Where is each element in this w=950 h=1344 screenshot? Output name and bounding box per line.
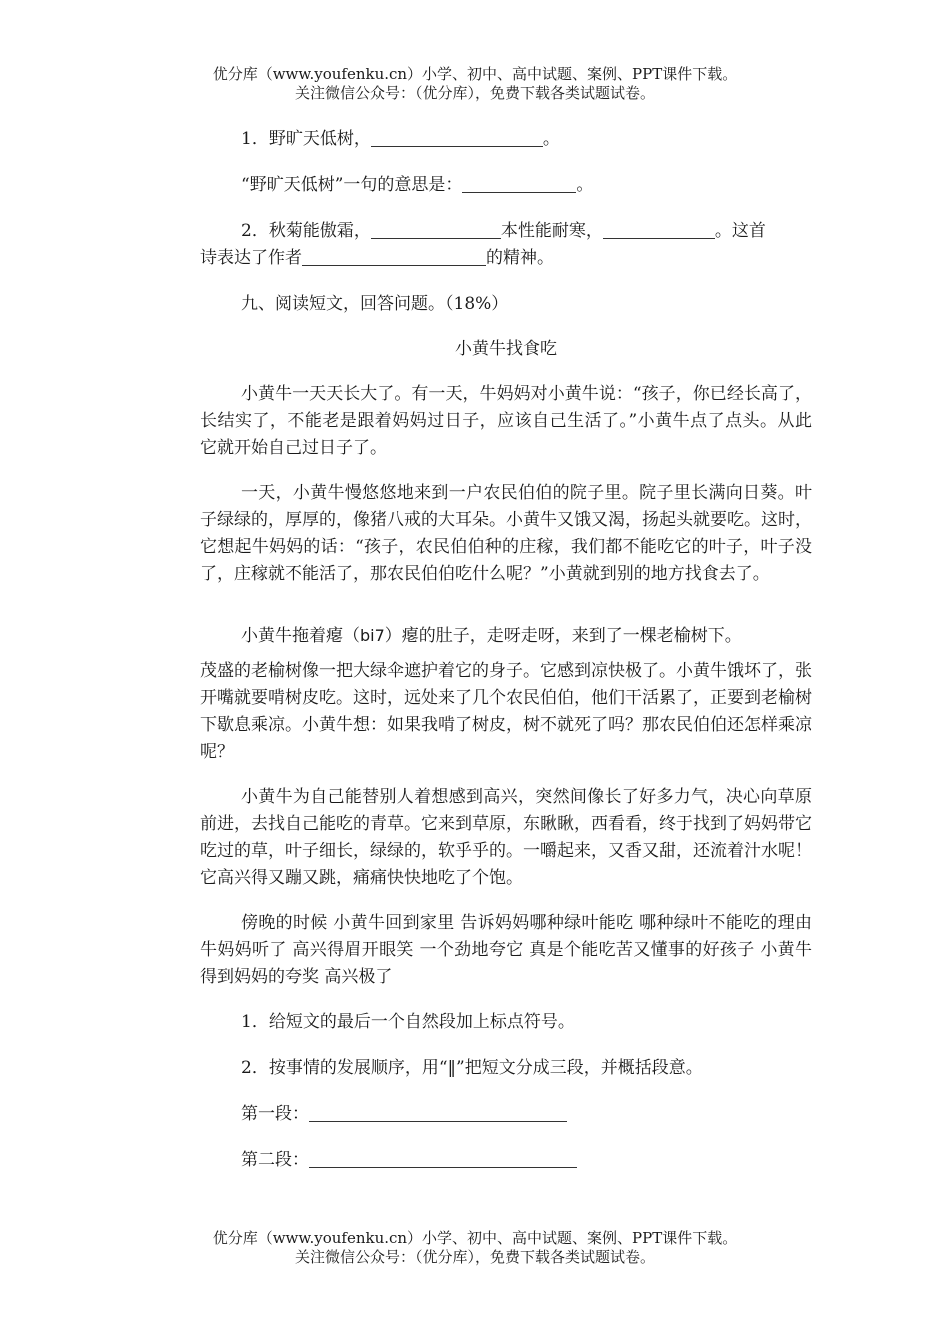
passage-title: 小黄牛找食吃 [455,339,557,359]
passage-paragraph-3: 小黄牛拖着瘪（bi7）瘪的肚子，走呀走呀，来到了一棵老榆树下。 [241,626,742,646]
answer-blank[interactable] [371,128,543,147]
q8-item1: 1．野旷天低树， 。 [241,129,560,149]
header-line-1: 优分库（www.youfenku.cn）小学、初中、高中试题、案例、PPT课件下载。 [212,65,738,83]
answer-blank[interactable] [462,174,576,193]
answer-blank[interactable] [371,220,501,239]
passage-paragraph-1: 小黄牛一天天长大了。有一天，牛妈妈对小黄牛说：“孩子，你已经长高了，长结实了，不能老是跟着妈妈过日子，应该自己生活了。”小黄牛点了点头。从此它就开始自己过日子了。 [200,384,812,458]
header-line-2: 关注微信公众号：（优分库），免费下载各类试题试卷。 [294,84,655,102]
segment-1-line: 第一段： [200,1101,812,1128]
answer-blank[interactable] [309,1103,567,1122]
passage-paragraph-3-continued: 茂盛的老榆树像一把大绿伞遮护着它的身子。它感到凉快极了。小黄牛饿坏了，张开嘴就要啃树皮吃。这时，远处来了几个农民伯伯，他们干活累了，正要到老榆树下歇息乘凉。小黄牛想：如果我啃了树皮，树不就死了吗？那农民伯伯还怎样乘凉呢？ [200,661,812,762]
q9-task-1: 1．给短文的最后一个自然段加上标点符号。 [241,1012,575,1032]
q9-heading: 九、阅读短文，回答问题。（18%） [241,294,509,314]
q9-task-2: 2．按事情的发展顺序，用“‖”把短文分成三段，并概括段意。 [241,1058,703,1078]
q8-item2: 2．秋菊能傲霜， 本性能耐寒， 。这首 诗表达了作者 的精神。 [200,221,766,268]
answer-blank[interactable] [302,247,486,266]
footer-line-2: 关注微信公众号：（优分库），免费下载各类试题试卷。 [294,1248,655,1266]
worksheet-body [200,126,812,1174]
pinyin-annotation: bi7 [360,626,385,645]
page-footer [0,1229,950,1267]
footer-line-1: 优分库（www.youfenku.cn）小学、初中、高中试题、案例、PPT课件下载。 [212,1229,738,1247]
q8-item1-meaning: “野旷天低树”一句的意思是： 。 [241,175,594,195]
passage-paragraph-4: 小黄牛为自己能替别人着想感到高兴，突然间像长了好多力气，决心向草原前进，去找自己能吃的青草。它来到草原，东瞅瞅，西看看，终于找到了妈妈带它吃过的草，叶子细长，绿绿的，软乎乎的。一嚼起来，又香又甜，还流着汁水呢！它高兴得又蹦又跳，痛痛快快地吃了个饱。 [200,787,812,888]
answer-blank[interactable] [603,220,715,239]
segment-2-line: 第二段： [200,1147,812,1174]
passage-paragraph-5: 傍晚的时候 小黄牛回到家里 告诉妈妈哪种绿叶能吃 哪种绿叶不能吃的理由 牛妈妈听了 高兴得眉开眼笑 一个劲地夸它 真是个能吃苦又懂事的好孩子 小黄牛得到妈妈的夸奖 高兴极了 [200,913,812,987]
passage-paragraph-2: 一天，小黄牛慢悠悠地来到一户农民伯伯的院子里。院子里长满向日葵。叶子绿绿的，厚厚的，像猪八戒的大耳朵。小黄牛又饿又渴，扬起头就要吃。这时，它想起牛妈妈的话：“孩子，农民伯伯种的庄稼，我们都不能吃它的叶子，叶子没了，庄稼就不能活了，那农民伯伯吃什么呢？”小黄就到别的地方找食去了。 [200,483,812,584]
answer-blank[interactable] [309,1149,577,1168]
page-header [0,65,950,103]
